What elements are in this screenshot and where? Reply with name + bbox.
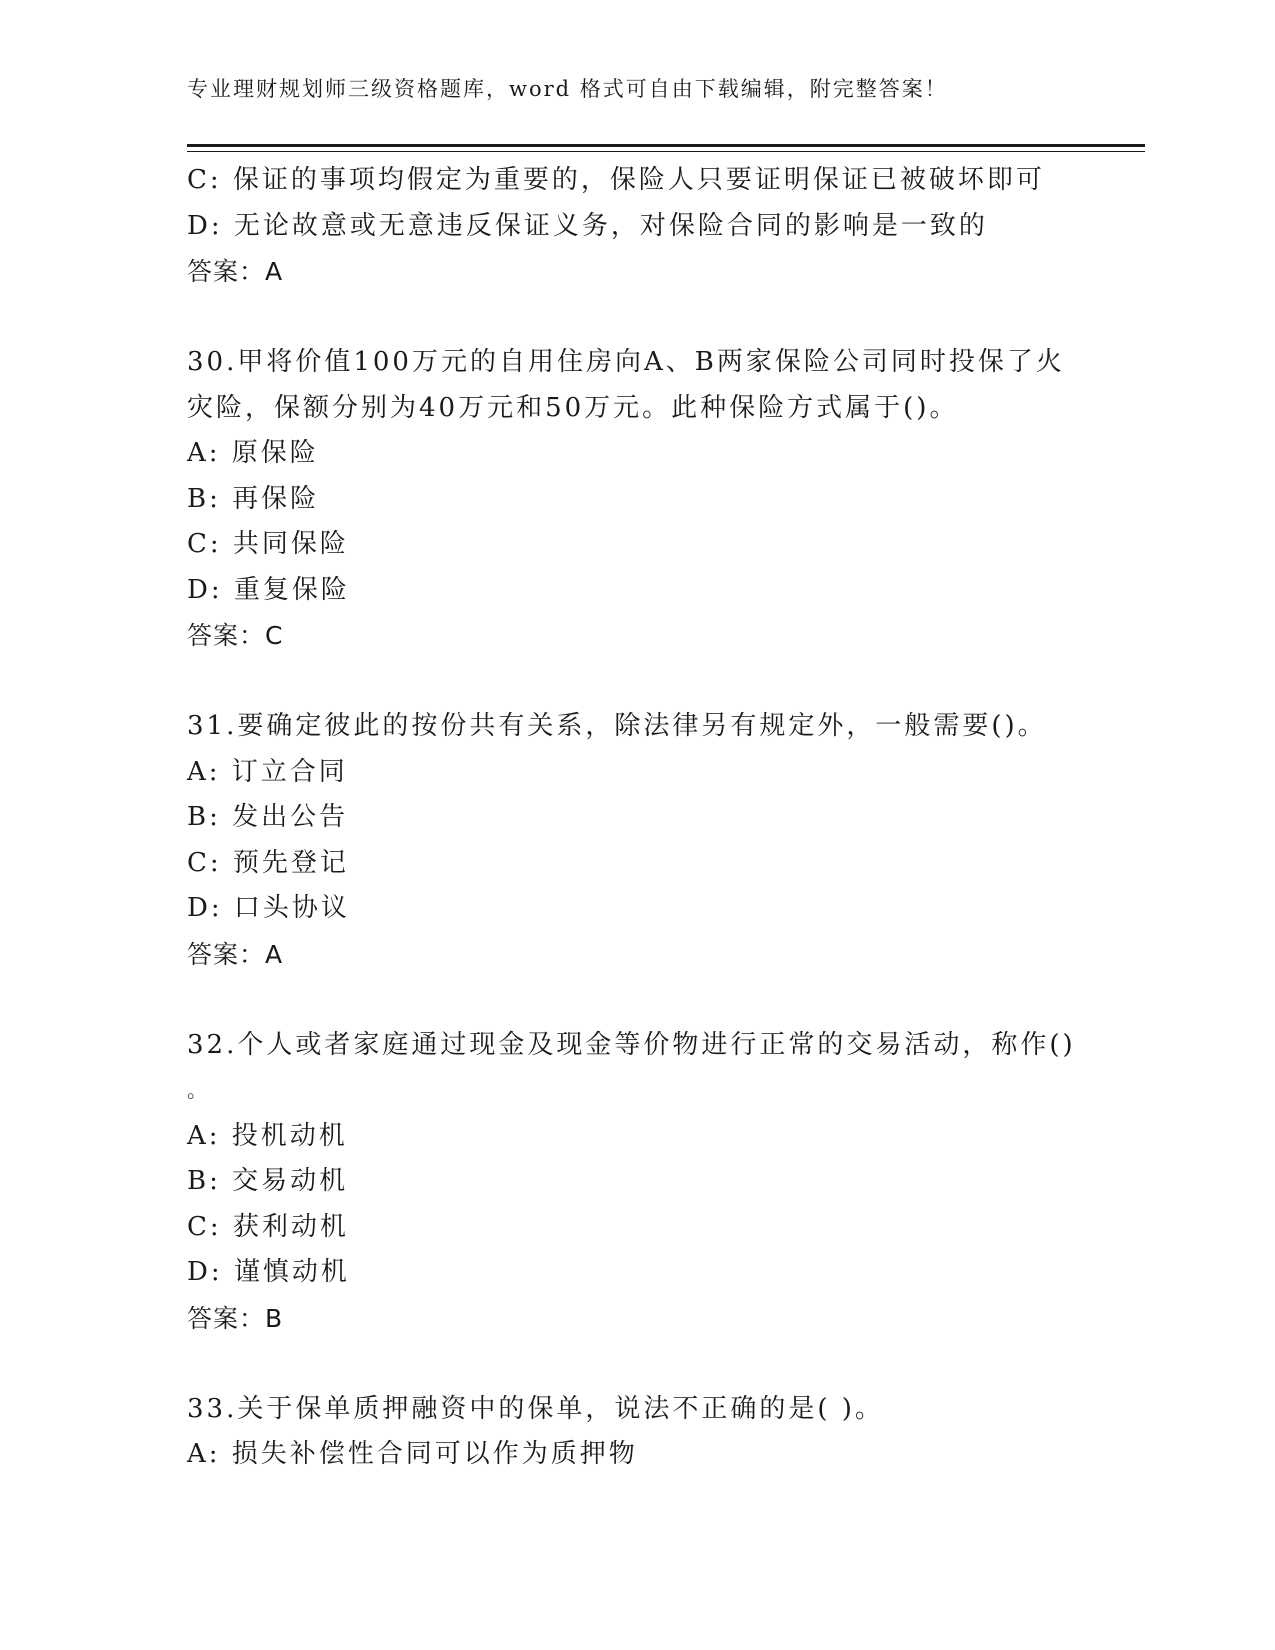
question-stem: 30.甲将价值100万元的自用住房向A、B两家保险公司同时投保了火 (187, 347, 1065, 377)
question-33 (187, 1387, 1087, 1478)
spacer (187, 1341, 1087, 1387)
question-stem: 32.个人或者家庭通过现金及现金等价物进行正常的交易活动，称作() (187, 1029, 1076, 1060)
option-b: B: 发出公告 (187, 802, 349, 832)
question-stem-continued: 。 (187, 1078, 210, 1102)
question-29-tail (187, 158, 1087, 295)
spacer (187, 295, 1087, 341)
option-c: C: 预先登记 (187, 847, 349, 878)
answer: 答案：C (187, 621, 284, 650)
answer: 答案：B (187, 1303, 284, 1333)
question-31 (187, 704, 1087, 977)
question-32 (187, 1023, 1087, 1342)
question-stem-continued: 灾险，保额分别为40万元和50万元。此种保险方式属于()。 (187, 392, 959, 423)
option-c: C: 共同保险 (187, 529, 349, 559)
header-rule-thick (187, 144, 1145, 147)
spacer (187, 659, 1087, 705)
question-stem: 33.关于保单质押融资中的保单，说法不正确的是( )。 (187, 1393, 884, 1424)
option-b: B: 再保险 (187, 483, 320, 514)
option-d: D: 谨慎动机 (187, 1257, 350, 1287)
option-a: A: 投机动机 (187, 1120, 348, 1151)
answer: 答案：A (187, 939, 284, 969)
question-30 (187, 340, 1087, 659)
answer: 答案：A (187, 257, 284, 286)
option-c: C: 获利动机 (187, 1211, 349, 1242)
page-header: 专业理财规划师三级资格题库，word 格式可自由下载编辑，附完整答案！ (187, 77, 948, 101)
option-a: A: 订立合同 (187, 756, 348, 787)
header-rule-thin (187, 151, 1145, 152)
option-b: B: 交易动机 (187, 1166, 349, 1196)
option-a: A: 原保险 (187, 438, 319, 468)
option-a: A: 损失补偿性合同可以作为质押物 (187, 1439, 638, 1469)
option-d: D: 重复保险 (187, 574, 350, 605)
question-content (187, 158, 1087, 1478)
question-stem: 31.要确定彼此的按份共有关系，除法律另有规定外，一般需要()。 (187, 711, 1047, 741)
option-d: D: 口头协议 (187, 893, 350, 923)
spacer (187, 977, 1087, 1023)
option-c: C: 保证的事项均假定为重要的，保险人只要证明保证已被破坏即可 (187, 165, 1045, 195)
option-d: D: 无论故意或无意违反保证义务，对保险合同的影响是一致的 (187, 210, 988, 241)
